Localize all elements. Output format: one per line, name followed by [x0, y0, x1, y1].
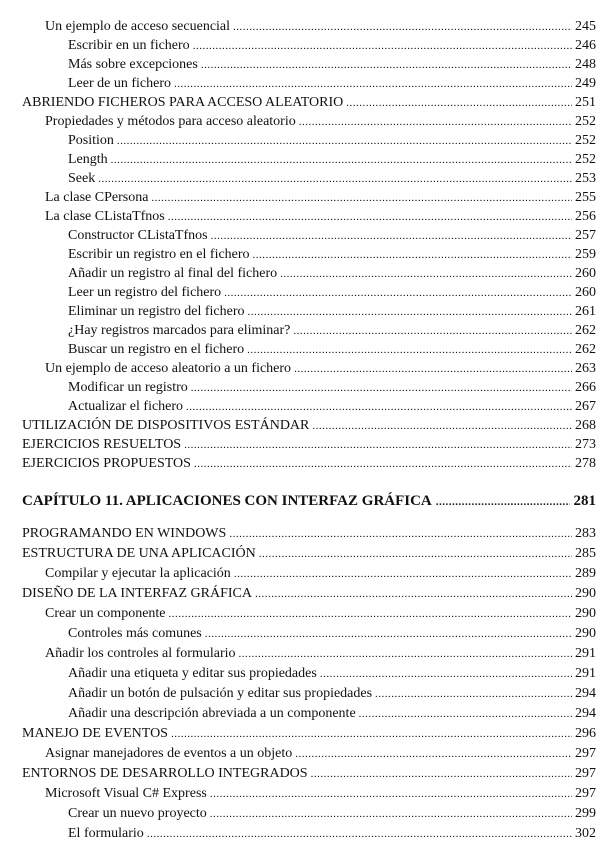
toc-entry[interactable]: [68, 265, 596, 282]
toc-entry-page: 255: [575, 190, 596, 205]
toc-entry[interactable]: [22, 436, 596, 453]
toc-entry[interactable]: [68, 705, 596, 722]
toc-entry-title: Un ejemplo de acceso secuencial: [45, 19, 231, 34]
toc-entry-title: Buscar un registro en el fichero: [68, 342, 245, 357]
dot-leader: [293, 323, 572, 340]
toc-entry-title: Compilar y ejecutar la aplicación: [45, 566, 231, 581]
toc-entry-title: Leer un registro del fichero: [68, 285, 222, 300]
toc-entry[interactable]: [22, 94, 596, 111]
toc-entry[interactable]: [22, 585, 596, 602]
toc-entry-page: 299: [575, 806, 596, 821]
toc-entry-title: Modificar un registro: [68, 380, 188, 395]
toc-entry[interactable]: [22, 725, 596, 742]
toc-entry[interactable]: [68, 303, 596, 320]
toc-entry-page: 263: [575, 361, 596, 376]
chapter-title: CAPÍTULO 11. APLICACIONES CON INTERFAZ GRÁFICA: [22, 493, 432, 509]
toc-entry[interactable]: [45, 360, 596, 377]
toc-entry-title: Añadir un registro al final del fichero: [68, 266, 278, 281]
dot-leader: [239, 646, 572, 663]
toc-entry-page: 297: [575, 766, 596, 781]
toc-entry-page: 294: [575, 686, 596, 701]
toc-entry[interactable]: [68, 685, 596, 702]
toc-entry-title: Crear un componente: [45, 606, 166, 621]
toc-entry[interactable]: [68, 75, 596, 92]
toc-entry-page: 283: [575, 526, 596, 541]
toc-entry-title: EJERCICIOS PROPUESTOS: [22, 456, 191, 471]
dot-leader: [259, 546, 572, 563]
toc-entry-page: 252: [575, 152, 596, 167]
toc-entry-title: UTILIZACIÓN DE DISPOSITIVOS ESTÁNDAR: [22, 418, 310, 433]
toc-entry-title: Añadir una descripción abreviada a un componente: [68, 706, 356, 721]
dot-leader: [375, 686, 572, 703]
dot-leader: [191, 380, 572, 397]
toc-entry-page: 257: [575, 228, 596, 243]
toc-entry[interactable]: [68, 625, 596, 642]
toc-entry[interactable]: [68, 379, 596, 396]
toc-entry-page: 297: [575, 746, 596, 761]
chapter-heading[interactable]: [22, 492, 596, 511]
toc-entry-page: 297: [575, 786, 596, 801]
toc-entry[interactable]: [68, 284, 596, 301]
toc-entry[interactable]: [68, 37, 596, 54]
dot-leader: [211, 228, 572, 245]
dot-leader: [210, 806, 572, 823]
toc-entry-title: Añadir una etiqueta y editar sus propiedades: [68, 666, 317, 681]
toc-entry[interactable]: [68, 227, 596, 244]
toc-entry-title: Position: [68, 133, 114, 148]
dot-leader: [436, 493, 570, 511]
dot-leader: [117, 133, 572, 150]
dot-leader: [248, 304, 573, 321]
toc-entry[interactable]: [22, 417, 596, 434]
dot-leader: [171, 726, 572, 743]
dot-leader: [205, 626, 572, 643]
toc-entry-page: 251: [575, 95, 596, 110]
toc-entry-page: 296: [575, 726, 596, 741]
toc-entry-title: Añadir un botón de pulsación y editar sus propiedades: [68, 686, 373, 701]
toc-entry[interactable]: [45, 745, 596, 762]
toc-entry[interactable]: [22, 525, 596, 542]
dot-leader: [299, 114, 572, 131]
toc-entry-title: EJERCICIOS RESUELTOS: [22, 437, 182, 452]
toc-entry[interactable]: [45, 785, 596, 802]
toc-entry-page: 260: [575, 266, 596, 281]
dot-leader: [147, 826, 572, 843]
dot-leader: [233, 19, 572, 36]
toc-entry[interactable]: [45, 113, 596, 130]
chapter-page: 281: [573, 493, 596, 509]
dot-leader: [193, 38, 572, 55]
toc-entry[interactable]: [45, 18, 596, 35]
toc-entry-page: 289: [575, 566, 596, 581]
dot-leader: [311, 766, 572, 783]
toc-entry-page: 259: [575, 247, 596, 262]
toc-entry-page: 260: [575, 285, 596, 300]
toc-entry-title: Controles más comunes: [68, 626, 202, 641]
toc-entry-title: Crear un nuevo proyecto: [68, 806, 207, 821]
toc-entry-page: 267: [575, 399, 596, 414]
dot-leader: [294, 361, 572, 378]
dot-leader: [224, 285, 572, 302]
toc-entry[interactable]: [68, 246, 596, 263]
toc-entry-page: 252: [575, 114, 596, 129]
toc-entry-page: 291: [575, 646, 596, 661]
toc-entry-page: 262: [575, 323, 596, 338]
toc-entry[interactable]: [68, 341, 596, 358]
toc-entry-page: 253: [575, 171, 596, 186]
dot-leader: [194, 456, 572, 473]
toc-entry-title: ABRIENDO FICHEROS PARA ACCESO ALEATORIO: [22, 95, 344, 110]
dot-leader: [280, 266, 572, 283]
toc-entry-page: 302: [575, 826, 596, 841]
dot-leader: [111, 152, 572, 169]
toc-entry-title: DISEÑO DE LA INTERFAZ GRÁFICA: [22, 586, 252, 601]
dot-leader: [247, 342, 572, 359]
toc-entry-page: 262: [575, 342, 596, 357]
toc-entry-page: 290: [575, 586, 596, 601]
dot-leader: [359, 706, 572, 723]
dot-leader: [320, 666, 572, 683]
toc-entry-page: 252: [575, 133, 596, 148]
toc-entry-title: Length: [68, 152, 108, 167]
toc-entry-page: 285: [575, 546, 596, 561]
toc-entry[interactable]: [68, 170, 596, 187]
dot-leader: [229, 526, 572, 543]
toc-entry-page: 290: [575, 606, 596, 621]
toc-entry[interactable]: [45, 565, 596, 582]
toc-entry-page: 278: [575, 456, 596, 471]
dot-leader: [255, 586, 572, 603]
toc-entry-title: PROGRAMANDO EN WINDOWS: [22, 526, 227, 541]
toc-entry-title: ENTORNOS DE DESARROLLO INTEGRADOS: [22, 766, 308, 781]
toc-entry[interactable]: [45, 605, 596, 622]
dot-leader: [201, 57, 572, 74]
toc-entry-title: La clase CListaTfnos: [45, 209, 165, 224]
toc-entry[interactable]: [68, 132, 596, 149]
toc-entry-title: Microsoft Visual C# Express: [45, 786, 207, 801]
toc-entry[interactable]: [68, 665, 596, 682]
toc-entry[interactable]: [45, 208, 596, 225]
toc-entry-title: El formulario: [68, 826, 144, 841]
toc-entry[interactable]: [68, 322, 596, 339]
dot-leader: [184, 437, 572, 454]
dot-leader: [186, 399, 572, 416]
toc-entry-page: 256: [575, 209, 596, 224]
toc-entry-page: 268: [575, 418, 596, 433]
toc-entry-page: 294: [575, 706, 596, 721]
toc-entry[interactable]: [22, 455, 596, 472]
toc-entry-page: 273: [575, 437, 596, 452]
dot-leader: [98, 171, 572, 188]
toc-entry-page: 249: [575, 76, 596, 91]
toc-entry-title: Seek: [68, 171, 96, 186]
toc-entry-title: Más sobre excepciones: [68, 57, 198, 72]
toc-entry-title: Eliminar un registro del fichero: [68, 304, 245, 319]
toc-entry[interactable]: [45, 645, 596, 662]
toc-entry[interactable]: [68, 398, 596, 415]
toc-entry-page: 261: [575, 304, 596, 319]
toc-entry[interactable]: [22, 545, 596, 562]
dot-leader: [174, 76, 572, 93]
toc-entry[interactable]: [68, 825, 596, 842]
toc-entry[interactable]: [45, 189, 596, 206]
toc-entry-page: 248: [575, 57, 596, 72]
toc-entry-title: ¿Hay registros marcados para eliminar?: [68, 323, 291, 338]
toc-entry[interactable]: [22, 765, 596, 782]
dot-leader: [295, 746, 572, 763]
toc-entry[interactable]: [68, 56, 596, 73]
toc-entry-title: Propiedades y métodos para acceso aleatorio: [45, 114, 296, 129]
dot-leader: [210, 786, 572, 803]
toc-entry[interactable]: [68, 805, 596, 822]
toc-entry-page: 266: [575, 380, 596, 395]
toc-entry-title: Un ejemplo de acceso aleatorio a un fichero: [45, 361, 292, 376]
toc-entry-title: Escribir en un fichero: [68, 38, 190, 53]
toc-entry[interactable]: [68, 151, 596, 168]
dot-leader: [169, 606, 572, 623]
dot-leader: [234, 566, 572, 583]
toc-entry-title: MANEJO DE EVENTOS: [22, 726, 168, 741]
toc-entry-title: Actualizar el fichero: [68, 399, 184, 414]
dot-leader: [151, 190, 572, 207]
toc-entry-page: 291: [575, 666, 596, 681]
toc-entry-title: Añadir los controles al formulario: [45, 646, 236, 661]
toc-entry-title: Asignar manejadores de eventos a un objeto: [45, 746, 293, 761]
dot-leader: [346, 95, 572, 112]
dot-leader: [312, 418, 572, 435]
toc-entry-page: 245: [575, 19, 596, 34]
toc-entry-title: Escribir un registro en el fichero: [68, 247, 250, 262]
toc-entry-title: Leer de un fichero: [68, 76, 171, 91]
toc-entry-title: ESTRUCTURA DE UNA APLICACIÓN: [22, 546, 256, 561]
toc-entry-page: 246: [575, 38, 596, 53]
toc-entry-title: Constructor CListaTfnos: [68, 228, 208, 243]
toc-entry-page: 290: [575, 626, 596, 641]
toc-entry-title: La clase CPersona: [45, 190, 149, 205]
dot-leader: [168, 209, 572, 226]
dot-leader: [253, 247, 572, 264]
